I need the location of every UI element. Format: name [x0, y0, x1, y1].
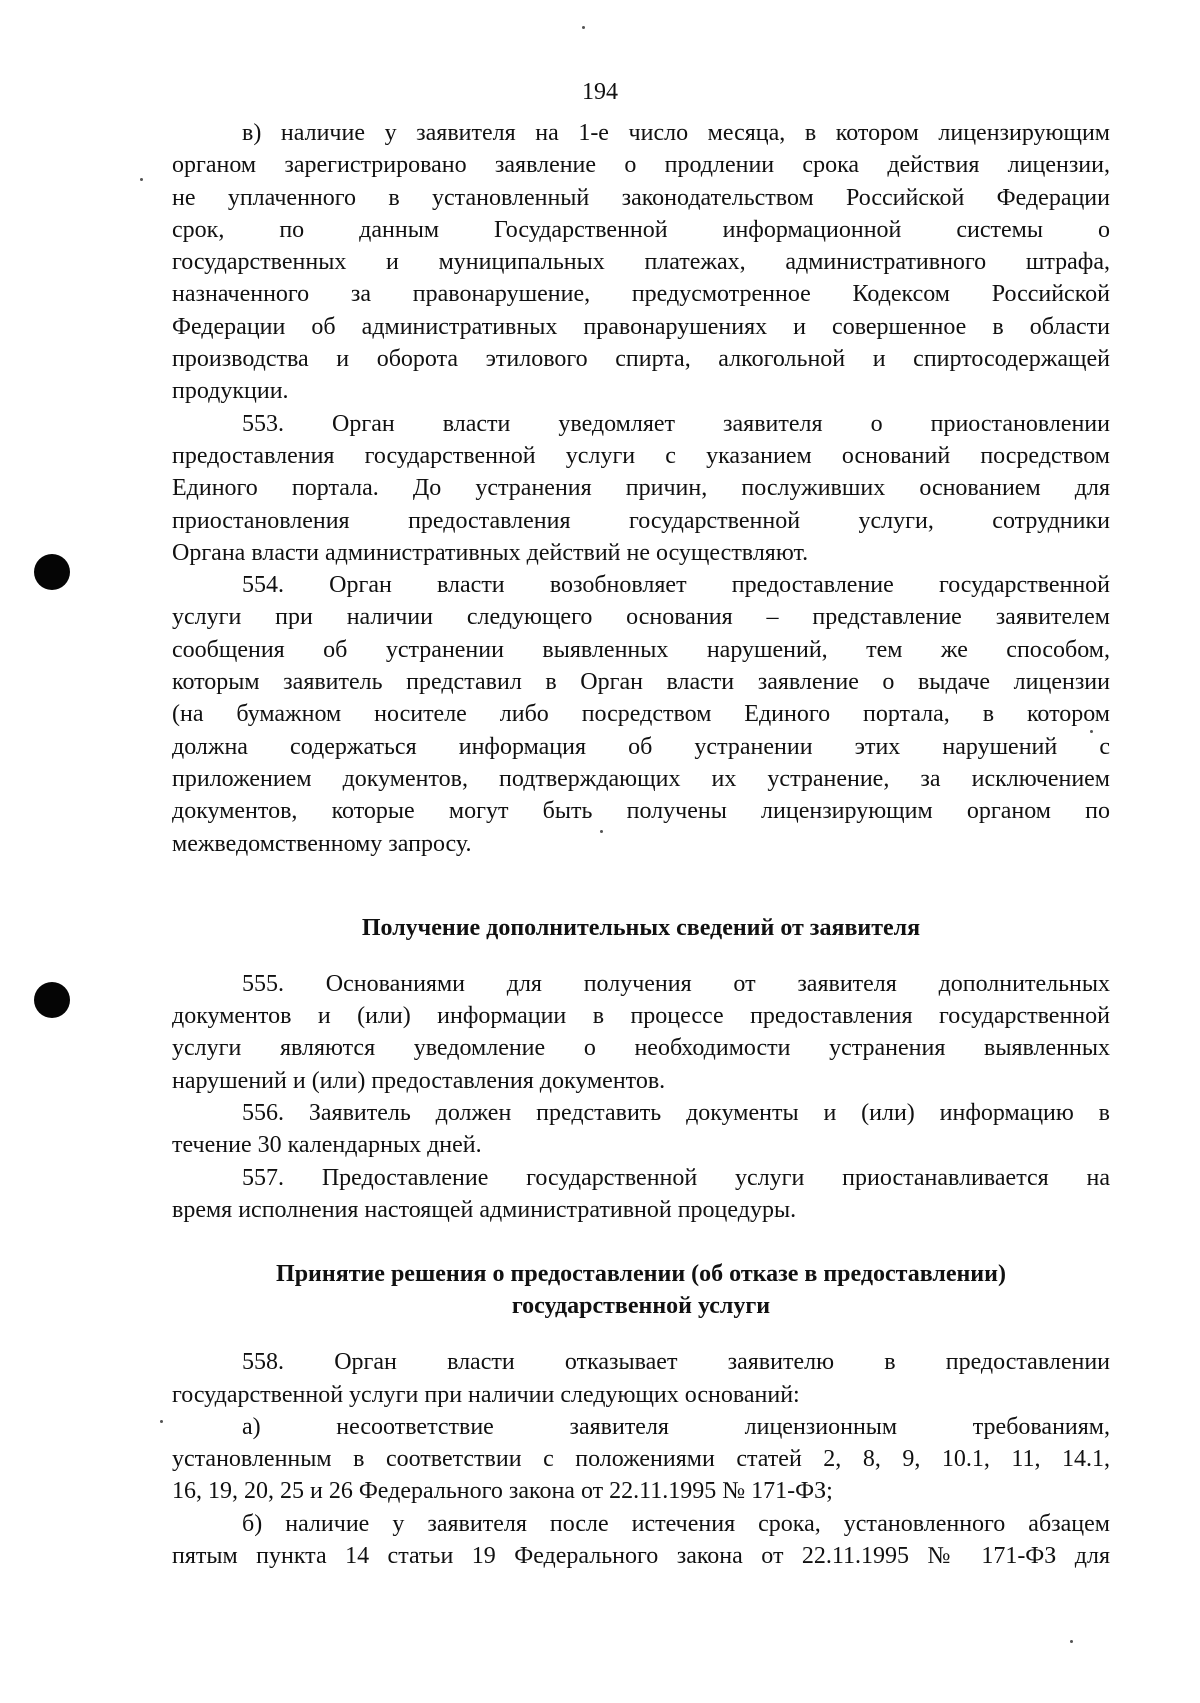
- text-line: продукции.: [172, 378, 289, 405]
- text-line: должна содержаться информация об устранении этих нарушений с: [172, 733, 1110, 760]
- text-line: течение 30 календарных дней.: [172, 1132, 482, 1159]
- heading-gap: [172, 1322, 1110, 1346]
- document-body: [172, 117, 1110, 1572]
- paragraph-553: [172, 408, 1110, 569]
- paragraph-557: [172, 1162, 1110, 1227]
- text-line: а) несоответствие заявителя лицензионным требованиям,: [242, 1413, 1110, 1440]
- text-line: 553. Орган власти уведомляет заявителя о приостановлении: [242, 410, 1110, 437]
- text-line: не уплаченного в установленный законодательством Российской Федерации: [172, 184, 1110, 211]
- paragraph-item-b: [172, 1508, 1110, 1573]
- heading-line: Принятие решения о предоставлении (об отказе в предоставлении): [276, 1261, 1006, 1288]
- paragraph-item-v: [172, 117, 1110, 408]
- text-line: время исполнения настоящей административной процедуры.: [172, 1196, 797, 1223]
- text-line: услуги являются уведомление о необходимости устранения выявленных: [172, 1035, 1110, 1062]
- heading-gap: [172, 944, 1110, 968]
- section-gap: [172, 860, 1110, 912]
- text-line: пятым пункта 14 статьи 19 Федерального закона от 22.11.1995 № 171-ФЗ для: [172, 1542, 1110, 1569]
- text-line: срок, по данным Государственной информационной системы о: [172, 216, 1110, 243]
- text-line: межведомственному запросу.: [172, 830, 472, 857]
- text-line: 558. Орган власти отказывает заявителю в предоставлении: [242, 1349, 1110, 1376]
- text-line: 16, 19, 20, 25 и 26 Федерального закона от 22.11.1995 № 171-ФЗ;: [172, 1478, 833, 1505]
- paragraph-555: [172, 968, 1110, 1097]
- text-line: услуги при наличии следующего основания – представление заявителем: [172, 604, 1110, 631]
- scan-speck: [160, 1420, 163, 1423]
- text-line: приложением документов, подтверждающих их устранение, за исключением: [172, 765, 1110, 792]
- text-line: Федерации об административных правонарушениях и совершенное в области: [172, 313, 1110, 340]
- paragraph-558: [172, 1346, 1110, 1411]
- text-line: установленным в соответствии с положениями статей 2, 8, 9, 10.1, 11, 14.1,: [172, 1446, 1110, 1473]
- page-number: 194: [582, 79, 618, 105]
- text-line: документов и (или) информации в процессе предоставления государственной: [172, 1003, 1110, 1030]
- text-line: назначенного за правонарушение, предусмотренное Кодексом Российской: [172, 281, 1110, 308]
- text-line: сообщения об устранении выявленных нарушений, тем же способом,: [172, 636, 1110, 663]
- scan-speck: [582, 26, 585, 29]
- text-line: б) наличие у заявителя после истечения срока, установленного абзацем: [242, 1510, 1110, 1537]
- text-line: нарушений и (или) предоставления документов.: [172, 1067, 666, 1094]
- text-line: органом зарегистрировано заявление о продлении срока действия лицензии,: [172, 152, 1110, 179]
- text-line: (на бумажном носителе либо посредством Единого портала, в котором: [172, 701, 1110, 728]
- scan-speck: [140, 178, 143, 181]
- punch-hole-upper: [34, 554, 70, 590]
- paragraph-556: [172, 1097, 1110, 1162]
- text-line: которым заявитель представил в Орган власти заявление о выдаче лицензии: [172, 669, 1110, 696]
- text-line: государственной услуги при наличии следующих оснований:: [172, 1381, 800, 1408]
- heading-line: государственной услуги: [511, 1293, 771, 1320]
- text-line: предоставления государственной услуги с указанием оснований посредством: [172, 442, 1110, 469]
- scan-speck: [1070, 1640, 1073, 1643]
- text-line: в) наличие у заявителя на 1-е число месяца, в котором лицензирующим: [242, 120, 1110, 146]
- punch-hole-lower: [34, 982, 70, 1018]
- text-line: Органа власти административных действий не осуществляют.: [172, 539, 809, 566]
- paragraph-554: [172, 569, 1110, 860]
- text-line: производства и оборота этилового спирта, алкогольной и спиртосодержащей: [172, 346, 1110, 373]
- section-heading-additional-info: [172, 912, 1110, 944]
- paragraph-item-a: [172, 1411, 1110, 1508]
- text-line: 555. Основаниями для получения от заявителя дополнительных: [242, 970, 1110, 997]
- section-gap: [172, 1226, 1110, 1258]
- text-line: документов, которые могут быть получены лицензирующим органом по: [172, 798, 1110, 825]
- text-line: Единого портала. До устранения причин, послуживших основанием для: [172, 475, 1110, 502]
- text-line: 557. Предоставление государственной услуги приостанавливается на: [242, 1164, 1110, 1191]
- text-line: приостановления предоставления государственной услуги, сотрудники: [172, 507, 1110, 534]
- text-line: 556. Заявитель должен представить документы и (или) информацию в: [242, 1100, 1110, 1127]
- text-line: государственных и муниципальных платежах, административного штрафа,: [172, 249, 1110, 276]
- heading-line: Получение дополнительных сведений от заявителя: [361, 914, 921, 941]
- text-line: 554. Орган власти возобновляет предоставление государственной: [242, 572, 1110, 599]
- section-heading-decision: [172, 1258, 1110, 1322]
